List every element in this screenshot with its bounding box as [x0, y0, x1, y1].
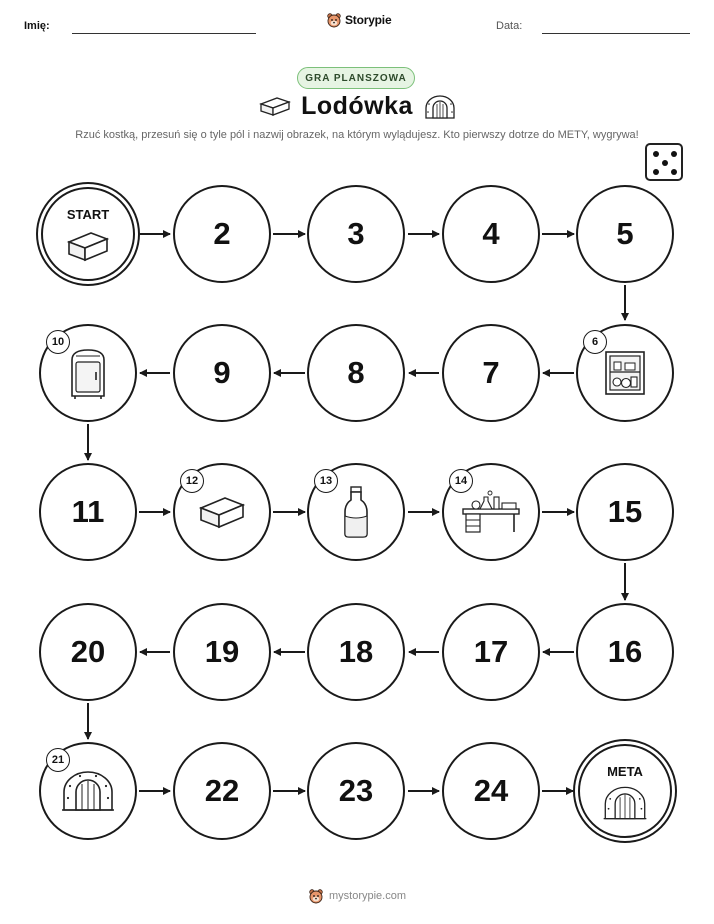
space-number-tag: 13	[314, 469, 338, 493]
cellar-door-icon	[60, 768, 116, 814]
space-number: 11	[71, 494, 105, 529]
board-space-7[interactable]	[442, 324, 540, 422]
space-number: 17	[473, 634, 509, 669]
storypie-mascot-icon	[308, 888, 324, 904]
name-line[interactable]	[72, 33, 256, 34]
brand-name: Storypie	[345, 13, 392, 27]
board-space-20[interactable]	[39, 603, 137, 701]
butter-icon	[65, 229, 111, 263]
page-title: Lodówka	[301, 92, 413, 120]
space-number-tag: 10	[46, 330, 70, 354]
lab-desk-icon	[460, 489, 522, 535]
space-number: 8	[347, 355, 365, 390]
board-space-15[interactable]	[576, 463, 674, 561]
board-space-finish[interactable]	[578, 744, 672, 838]
mini-fridge-icon	[66, 346, 110, 400]
board-space-5[interactable]	[576, 185, 674, 283]
board-space-23[interactable]	[307, 742, 405, 840]
board-space-22[interactable]	[173, 742, 271, 840]
board-space-start[interactable]	[41, 187, 135, 281]
space-number: 3	[347, 216, 365, 251]
board-space-6[interactable]	[576, 324, 674, 422]
space-number: 7	[482, 355, 500, 390]
start-label: START	[66, 207, 110, 222]
board-space-12[interactable]	[173, 463, 271, 561]
board-space-13[interactable]	[307, 463, 405, 561]
board-space-24[interactable]	[442, 742, 540, 840]
board-space-9[interactable]	[173, 324, 271, 422]
board-space-21[interactable]	[39, 742, 137, 840]
date-label: Data:	[496, 20, 523, 32]
space-number: 22	[204, 773, 240, 808]
finish-label: META	[607, 764, 643, 779]
cellar-door-icon	[424, 94, 456, 120]
space-number: 2	[213, 216, 231, 251]
die-icon[interactable]	[645, 143, 683, 181]
board-space-16[interactable]	[576, 603, 674, 701]
board-space-3[interactable]	[307, 185, 405, 283]
storypie-mascot-icon	[326, 12, 342, 28]
board-space-8[interactable]	[307, 324, 405, 422]
space-number: 18	[338, 634, 374, 669]
space-number: 5	[616, 216, 634, 251]
board-space-10[interactable]	[39, 324, 137, 422]
brand-logo	[326, 12, 391, 28]
footer	[308, 888, 406, 904]
space-number-tag: 6	[583, 330, 607, 354]
space-number-tag: 14	[449, 469, 473, 493]
board-space-11[interactable]	[39, 463, 137, 561]
game-type-badge: GRA PLANSZOWA	[297, 67, 415, 89]
space-number: 15	[607, 494, 643, 529]
date-line[interactable]	[542, 33, 690, 34]
cellar-door-icon	[602, 784, 648, 822]
board-space-2[interactable]	[173, 185, 271, 283]
board-space-14[interactable]	[442, 463, 540, 561]
footer-url[interactable]: mystorypie.com	[329, 890, 407, 902]
space-number-tag: 12	[180, 469, 204, 493]
space-number: 9	[213, 355, 231, 390]
space-number: 16	[607, 634, 643, 669]
space-number-tag: 21	[46, 748, 70, 772]
space-number: 20	[70, 634, 106, 669]
space-number: 24	[473, 773, 509, 808]
milk-bottle-icon	[341, 484, 371, 540]
board-space-17[interactable]	[442, 603, 540, 701]
space-number: 4	[482, 216, 500, 251]
space-number: 19	[204, 634, 240, 669]
open-fridge-icon	[600, 348, 650, 398]
board-space-18[interactable]	[307, 603, 405, 701]
board-space-19[interactable]	[173, 603, 271, 701]
instructions: Rzuć kostką, przesuń się o tyle pól i nazwij obrazek, na którym wylądujesz. Kto pierwszy dotrze do METY, wygrywa!	[75, 129, 639, 141]
board-space-4[interactable]	[442, 185, 540, 283]
space-number: 23	[338, 773, 374, 808]
butter-icon	[197, 494, 247, 530]
name-label: Imię:	[24, 20, 50, 32]
